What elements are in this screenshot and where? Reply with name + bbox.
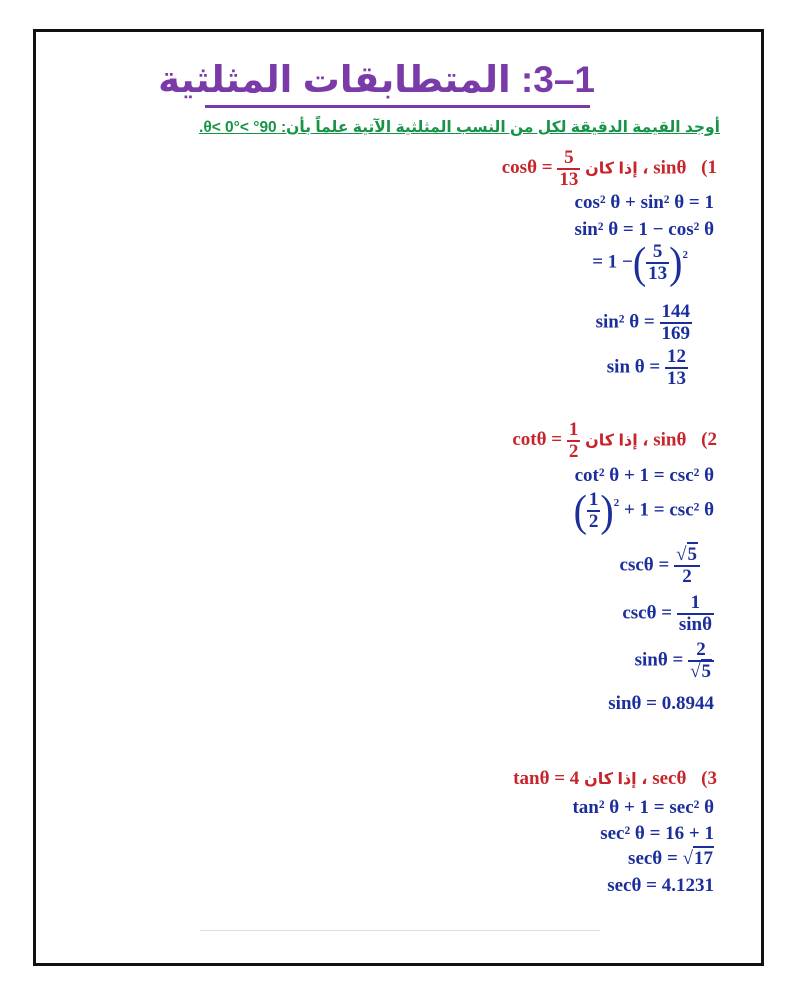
problem-number: (3 [701,768,717,789]
p1-step-3: = 1 −( $\frac{5}{13}$ )$^2$ [592,237,688,288]
problem-3-statement: tanθ = 4 إذا كان ، secθ (3 [513,768,717,789]
given-cot: cotθ = $\frac{1}{2}$ [512,419,579,462]
p1-step-5: sin θ = $\frac{12}{13}$ [606,346,686,389]
p3-step-1: tan² θ + 1 = sec² θ [572,797,714,818]
divider [200,930,600,931]
p2-step-2: ( $\frac{1}{2}$ )$^2$ + 1 = csc² θ [573,485,714,536]
p3-step-3: secθ = √17 [628,848,713,869]
p1-step-4: sin² θ = $\frac{144}{169}$ [595,301,690,344]
p3-step-4: secθ = 4.1231 [607,875,714,896]
p2-step-3: cscθ = $\frac{√5}{2}$ [620,545,700,587]
instructions: أوجد القيمة الدقيقة لكل من النسب المثلثية الآتية علماً بأن: 90° >θ< 0°. [199,119,720,136]
p2-step-1: cot² θ + 1 = csc² θ [574,465,714,486]
page-title: 1–3: المتطابقات المثلثية [158,59,595,100]
problem-number: (2 [701,429,717,451]
p1-step-1: cos² θ + sin² θ = 1 [574,192,714,213]
if-word: إذا كان [584,771,637,788]
given-cos: cosθ = $\frac{5}{13}$ [501,147,579,190]
title-underline [205,105,590,108]
p2-step-4: cscθ = $\frac{1}{\sin\theta}$ [622,592,712,635]
p1-step-2: sin² θ = 1 − cos² θ [574,219,714,240]
target: sinθ [653,429,687,451]
problem-1-statement: cosθ = $\frac{5}{13}$ إذا كان ، sinθ (1 [501,147,717,190]
p3-step-2: sec² θ = 16 + 1 [600,823,714,844]
problem-number: (1 [701,157,717,179]
p2-step-6: sinθ = 0.8944 [608,693,714,714]
p2-step-5: sinθ = $\frac{2}{√5}$ [635,640,714,682]
given-tan: tanθ = 4 [513,768,580,789]
if-word: إذا كان [585,432,638,450]
target: secθ [652,768,687,789]
target: sinθ [653,157,687,179]
if-word: إذا كان [585,160,638,178]
problem-2-statement: cotθ = $\frac{1}{2}$ إذا كان ، sinθ (2 [512,419,717,462]
